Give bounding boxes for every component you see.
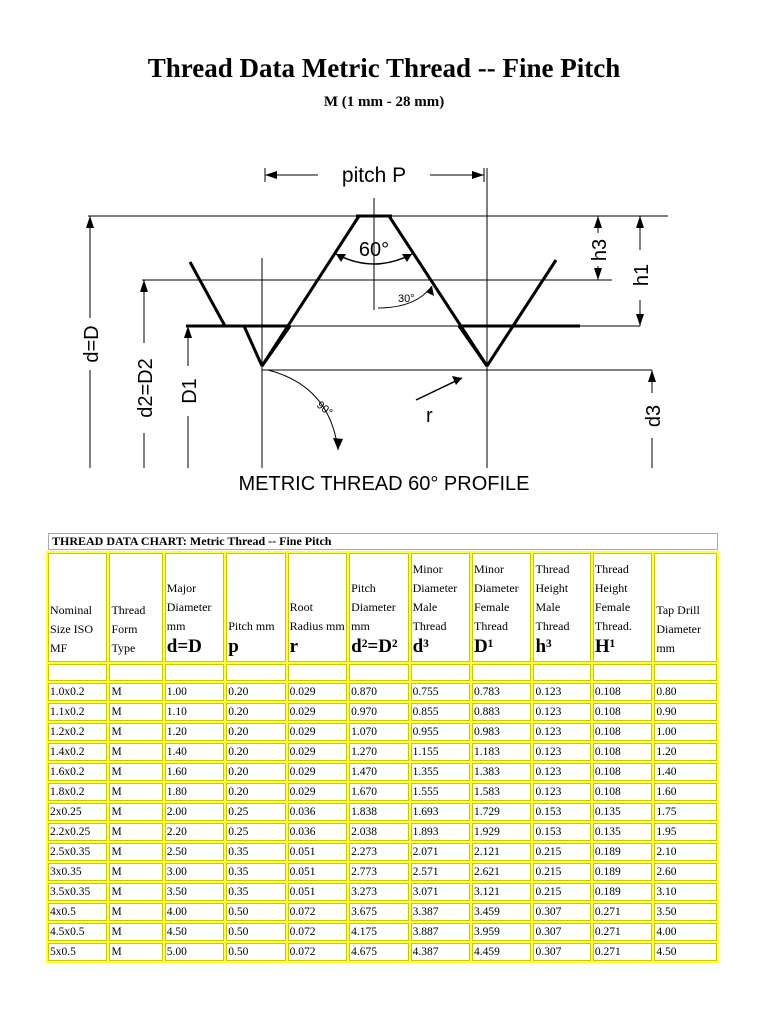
header-label: Pitch Diameter mm	[351, 581, 396, 633]
empty-cell	[472, 664, 531, 681]
table-cell: 4.387	[411, 943, 470, 961]
table-cell: 3.071	[411, 883, 470, 901]
table-cell: 1.893	[411, 823, 470, 841]
table-cell: 1.20	[654, 743, 717, 761]
table-cell: 0.755	[411, 683, 470, 701]
table-cell: M	[109, 863, 162, 881]
table-cell: 2.5x0.35	[48, 843, 107, 861]
table-cell: 1.0x0.2	[48, 683, 107, 701]
diagram-caption: METRIC THREAD 60° PROFILE	[238, 473, 530, 495]
table-cell: 0.189	[593, 843, 652, 861]
table-cell: 0.20	[226, 723, 285, 741]
table-header-row	[48, 553, 717, 662]
angle-60-label: 60°	[358, 239, 390, 261]
table-cell: 1.20	[165, 723, 224, 741]
root-radius-label: r	[426, 405, 433, 427]
table-cell: 1.070	[349, 723, 408, 741]
table-cell: 3.887	[411, 923, 470, 941]
table-cell: 1.183	[472, 743, 531, 761]
table-row	[48, 943, 717, 961]
table-cell: 2.50	[165, 843, 224, 861]
table-cell: 2.621	[472, 863, 531, 881]
table-row	[48, 903, 717, 921]
table-cell: 0.870	[349, 683, 408, 701]
header-symbol: r	[289, 636, 299, 657]
table-cell: 0.123	[533, 743, 590, 761]
table-cell: 0.108	[593, 703, 652, 721]
header-label: Minor Diameter Female Thread	[474, 562, 519, 633]
table-cell: 1.10	[165, 703, 224, 721]
table-cell: 0.123	[533, 723, 590, 741]
thread-data-chart	[46, 533, 719, 963]
table-cell: 3.387	[411, 903, 470, 921]
header-symbol: d=D	[166, 636, 202, 657]
table-cell: 3.00	[165, 863, 224, 881]
h3-label: h3	[589, 238, 611, 262]
table-header-cell	[411, 553, 470, 662]
empty-cell	[533, 664, 590, 681]
table-cell: 0.983	[472, 723, 531, 741]
major-diameter-label: d=D	[81, 325, 103, 363]
table-row	[48, 803, 717, 821]
header-label: Tap Drill Diameter mm	[656, 603, 701, 655]
table-cell: 0.955	[411, 723, 470, 741]
minor-diameter-female-label: D1	[179, 378, 201, 404]
table-cell: 1.929	[472, 823, 531, 841]
page-subtitle: M (1 mm - 28 mm)	[323, 94, 445, 110]
table-cell: 0.029	[288, 783, 347, 801]
d3-label: d3	[643, 404, 665, 428]
table-cell: 0.108	[593, 683, 652, 701]
table-row	[48, 683, 717, 701]
h1-label: h1	[631, 263, 653, 287]
table-cell: 3.121	[472, 883, 531, 901]
table-cell: 0.036	[288, 823, 347, 841]
table-cell: 1.583	[472, 783, 531, 801]
table-cell: 1.00	[654, 723, 717, 741]
table-header-cell	[288, 553, 347, 662]
table-cell: 0.970	[349, 703, 408, 721]
header-label: Root Radius mm	[289, 600, 345, 633]
table-header-cell	[593, 553, 652, 662]
empty-cell	[48, 664, 107, 681]
empty-cell	[109, 664, 162, 681]
table-cell: 3.273	[349, 883, 408, 901]
table-cell: 3.959	[472, 923, 531, 941]
table-cell: M	[109, 923, 162, 941]
table-cell: M	[109, 763, 162, 781]
table-cell: 1.95	[654, 823, 717, 841]
table-row	[48, 923, 717, 941]
table-cell: 0.108	[593, 783, 652, 801]
table-cell: 0.123	[533, 703, 590, 721]
table-header-cell	[165, 553, 224, 662]
table-cell: 0.50	[226, 923, 285, 941]
table-cell: 0.189	[593, 863, 652, 881]
table-cell: 0.80	[654, 683, 717, 701]
table-cell: 1.80	[165, 783, 224, 801]
table-cell: 0.50	[226, 903, 285, 921]
table-cell: 0.855	[411, 703, 470, 721]
table-cell: 4.00	[165, 903, 224, 921]
table-cell: 0.271	[593, 943, 652, 961]
table-cell: 0.307	[533, 943, 590, 961]
table-cell: 0.883	[472, 703, 531, 721]
table-cell: 0.029	[288, 723, 347, 741]
table-cell: M	[109, 803, 162, 821]
table-cell: 3.50	[165, 883, 224, 901]
table-cell: 2x0.25	[48, 803, 107, 821]
table-cell: 2.10	[654, 843, 717, 861]
table-cell: 0.90	[654, 703, 717, 721]
table-cell: 0.20	[226, 763, 285, 781]
header-label: Pitch mm	[228, 619, 275, 633]
table-cell: 0.072	[288, 943, 347, 961]
table-cell: 0.108	[593, 743, 652, 761]
header-label: Nominal Size ISO MF	[50, 603, 93, 655]
table-cell: 2.121	[472, 843, 531, 861]
table-cell: 5x0.5	[48, 943, 107, 961]
table-cell: 0.153	[533, 823, 590, 841]
table-cell: M	[109, 823, 162, 841]
table-cell: 1.75	[654, 803, 717, 821]
table-cell: M	[109, 843, 162, 861]
table-cell: 1.00	[165, 683, 224, 701]
table-cell: 0.35	[226, 883, 285, 901]
table-cell: 0.50	[226, 943, 285, 961]
table-cell: 0.783	[472, 683, 531, 701]
table-cell: 3x0.35	[48, 863, 107, 881]
table-cell: 1.383	[472, 763, 531, 781]
table-cell: 1.155	[411, 743, 470, 761]
table-cell: 1.470	[349, 763, 408, 781]
table-cell: 2.571	[411, 863, 470, 881]
table-cell: 0.153	[533, 803, 590, 821]
table-cell: 0.20	[226, 683, 285, 701]
page-title: Thread Data Metric Thread -- Fine Pitch	[147, 53, 621, 83]
angle-30-label: 30°	[398, 293, 415, 305]
table-cell: 0.20	[226, 743, 285, 761]
pitch-label: pitch P	[341, 164, 407, 187]
table-cell: 0.051	[288, 863, 347, 881]
table-header-cell	[109, 553, 162, 662]
table-cell: 0.123	[533, 683, 590, 701]
table-cell: M	[109, 743, 162, 761]
table-cell: 0.271	[593, 903, 652, 921]
table-cell: 0.20	[226, 783, 285, 801]
table-cell: 1.4x0.2	[48, 743, 107, 761]
table-cell: 1.355	[411, 763, 470, 781]
table-cell: 5.00	[165, 943, 224, 961]
pitch-diameter-label: d2=D2	[135, 358, 157, 418]
table-row	[48, 703, 717, 721]
table-cell: 0.029	[288, 703, 347, 721]
table-cell: 4x0.5	[48, 903, 107, 921]
table-cell: 0.072	[288, 903, 347, 921]
table-cell: 4.00	[654, 923, 717, 941]
table-cell: 0.215	[533, 863, 590, 881]
table-cell: 0.051	[288, 883, 347, 901]
table-cell: 1.6x0.2	[48, 763, 107, 781]
table-header-cell	[226, 553, 285, 662]
table-cell: 1.2x0.2	[48, 723, 107, 741]
header-label: Thread Height Female Thread.	[594, 562, 632, 633]
table-cell: 0.123	[533, 763, 590, 781]
table-cell: 2.273	[349, 843, 408, 861]
header-symbol: p	[228, 636, 239, 657]
header-symbol: h³	[535, 636, 552, 657]
table-cell: 3.10	[654, 883, 717, 901]
empty-cell	[411, 664, 470, 681]
table-cell: 0.215	[533, 843, 590, 861]
table-cell: 0.189	[593, 883, 652, 901]
empty-cell	[349, 664, 408, 681]
table-cell: 1.1x0.2	[48, 703, 107, 721]
table-cell: 0.271	[593, 923, 652, 941]
table-cell: 0.135	[593, 823, 652, 841]
table-cell: 0.051	[288, 843, 347, 861]
table-cell: 2.20	[165, 823, 224, 841]
table-cell: 2.038	[349, 823, 408, 841]
table-cell: 0.029	[288, 743, 347, 761]
table-cell: 3.50	[654, 903, 717, 921]
table-header-cell	[48, 553, 107, 662]
table-cell: 1.838	[349, 803, 408, 821]
table-cell: 1.60	[165, 763, 224, 781]
table-cell: 2.2x0.25	[48, 823, 107, 841]
empty-cell	[226, 664, 285, 681]
table-cell: 4.5x0.5	[48, 923, 107, 941]
table-cell: 2.60	[654, 863, 717, 881]
empty-cell	[165, 664, 224, 681]
table-cell: 0.108	[593, 723, 652, 741]
table-cell: 0.029	[288, 763, 347, 781]
table-cell: 1.693	[411, 803, 470, 821]
table-header-cell	[533, 553, 590, 662]
table-cell: 0.35	[226, 863, 285, 881]
header-label: Major Diameter mm	[166, 581, 212, 633]
table-spacer-row	[48, 664, 717, 681]
table-cell: 0.135	[593, 803, 652, 821]
empty-cell	[288, 664, 347, 681]
table-cell: 0.25	[226, 823, 285, 841]
table-cell: 1.40	[654, 763, 717, 781]
table-cell: 4.675	[349, 943, 408, 961]
table-cell: M	[109, 703, 162, 721]
angle-90-label: 90°	[314, 399, 335, 419]
table-cell: 1.60	[654, 783, 717, 801]
table-cell: 1.40	[165, 743, 224, 761]
table-cell: 4.50	[654, 943, 717, 961]
header-label: Thread Form Type	[111, 603, 146, 655]
table-row	[48, 883, 717, 901]
table-cell: 0.215	[533, 883, 590, 901]
empty-cell	[593, 664, 652, 681]
table-cell: 0.029	[288, 683, 347, 701]
table-cell: 3.5x0.35	[48, 883, 107, 901]
table-row	[48, 763, 717, 781]
table-cell: 4.175	[349, 923, 408, 941]
table-cell: 4.50	[165, 923, 224, 941]
table-row	[48, 723, 717, 741]
table-header-cell	[472, 553, 531, 662]
table-cell: 0.25	[226, 803, 285, 821]
header-label: Thread Height Male Thread	[535, 562, 570, 633]
table-cell: 1.670	[349, 783, 408, 801]
table-cell: 0.036	[288, 803, 347, 821]
table-cell: 4.459	[472, 943, 531, 961]
metric-thread-profile-diagram	[0, 138, 768, 510]
table-cell: 1.8x0.2	[48, 783, 107, 801]
table-row	[48, 743, 717, 761]
table-cell: 2.00	[165, 803, 224, 821]
table-cell: 3.459	[472, 903, 531, 921]
header-symbol: H¹	[594, 636, 616, 657]
table-cell: M	[109, 883, 162, 901]
table-cell: 0.108	[593, 763, 652, 781]
table-row	[48, 863, 717, 881]
table-cell: M	[109, 943, 162, 961]
table-header-cell	[349, 553, 408, 662]
table-cell: 0.072	[288, 923, 347, 941]
table-row	[48, 843, 717, 861]
header-label: Minor Diameter Male Thread	[412, 562, 458, 633]
table-cell: 3.675	[349, 903, 408, 921]
header-symbol: d³	[412, 636, 429, 657]
table-cell: 0.20	[226, 703, 285, 721]
table-cell: M	[109, 683, 162, 701]
table-row	[48, 783, 717, 801]
chart-caption: THREAD DATA CHART: Metric Thread -- Fine Pitch	[48, 533, 718, 550]
table-cell: 0.35	[226, 843, 285, 861]
table-cell: 0.123	[533, 783, 590, 801]
table-cell: M	[109, 723, 162, 741]
table-row	[48, 823, 717, 841]
table-cell: M	[109, 783, 162, 801]
table-cell: 1.729	[472, 803, 531, 821]
table-cell: 0.307	[533, 923, 590, 941]
table-cell: 1.270	[349, 743, 408, 761]
table-cell: 2.071	[411, 843, 470, 861]
table-header-cell	[654, 553, 717, 662]
thread-data-table	[46, 551, 719, 963]
table-cell: M	[109, 903, 162, 921]
empty-cell	[654, 664, 717, 681]
header-symbol: D¹	[474, 636, 494, 657]
table-cell: 1.555	[411, 783, 470, 801]
table-cell: 2.773	[349, 863, 408, 881]
table-cell: 0.307	[533, 903, 590, 921]
header-symbol: d²=D²	[351, 636, 398, 657]
